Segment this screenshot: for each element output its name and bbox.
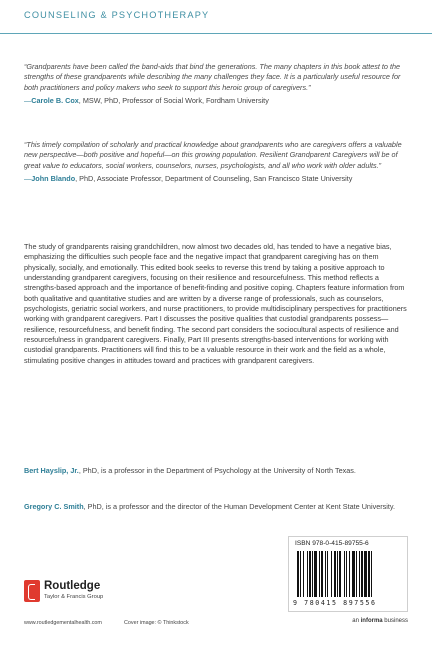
barcode-bar	[297, 551, 299, 597]
header-divider	[0, 33, 432, 34]
barcode-bar	[356, 551, 357, 597]
barcode-bar	[359, 551, 360, 597]
barcode-bar	[331, 551, 332, 597]
barcode	[295, 551, 403, 599]
isbn-barcode-box	[288, 536, 408, 612]
endorser-affiliation: , PhD, Associate Professor, Department of Counseling, San Francisco State University	[75, 173, 353, 183]
informa-business-tag	[352, 618, 408, 624]
barcode-bar	[303, 551, 304, 597]
barcode-digits: 9 780415 897556	[293, 599, 377, 607]
endorsement-1	[24, 62, 410, 106]
barcode-bar	[361, 551, 363, 597]
barcode-bar	[346, 551, 347, 597]
isbn-label: ISBN 978-0-415-89755-6	[295, 540, 369, 547]
barcode-bar	[314, 551, 317, 597]
barcode-bar	[325, 551, 326, 597]
business-suffix: business	[382, 618, 408, 624]
author-bio-text: , PhD, is a professor and the director of the Human Development Center at Kent State University.	[83, 502, 395, 511]
author-bio-text: , PhD, is a professor in the Department of Psychology at the University of North Texas.	[78, 466, 356, 475]
barcode-bar	[319, 551, 320, 597]
barcode-bar	[339, 551, 341, 597]
barcode-bar	[334, 551, 336, 597]
endorsement-attribution	[24, 96, 410, 106]
author-bio-2	[24, 502, 410, 512]
publisher-website[interactable]: www.routledgementalhealth.com	[24, 620, 102, 626]
barcode-bar	[371, 551, 372, 597]
barcode-bar	[368, 551, 370, 597]
routledge-logo-icon	[24, 580, 40, 602]
publisher-group: Taylor & Francis Group	[44, 594, 104, 600]
publisher-name: Routledge	[44, 580, 101, 592]
author-name: Gregory C. Smith	[24, 502, 84, 511]
endorsement-quote: “Grandparents have been called the band-aids that bind the generations. The many chapters in this book attest to the strengths of these grandparents while describing the many challenges they face. It is a particularly useful resource for both practitioners and policy makers who seek to support this heroic group of caregivers.”	[24, 62, 401, 92]
endorser-name: John Blando	[31, 173, 76, 183]
author-name: Bert Hayslip, Jr.	[24, 466, 79, 475]
barcode-bar	[344, 551, 345, 597]
informa-brand: informa	[360, 618, 383, 624]
barcode-bar	[349, 551, 350, 597]
barcode-bar	[321, 551, 323, 597]
attribution-dash: —	[24, 95, 32, 105]
attribution-dash: —	[24, 173, 32, 183]
endorsement-attribution	[24, 174, 410, 184]
series-label: COUNSELING & PSYCHOTHERAPY	[24, 10, 210, 20]
business-prefix: an	[352, 618, 361, 624]
endorsement-2	[24, 140, 410, 184]
barcode-bar	[337, 551, 338, 597]
barcode-bar	[352, 551, 355, 597]
barcode-bar	[300, 551, 301, 597]
barcode-bar	[327, 551, 328, 597]
barcode-bar	[309, 551, 311, 597]
endorsement-quote: “This timely compilation of scholarly and practical knowledge about grandparents who are caregivers offers a valuable new perspective—both positive and hopeful—on this growing population. Resilient Grandparent Caregivers will be of great value to educators, social workers, counselors, nurses, psychologists, and all who work with older adults.”	[24, 140, 402, 170]
endorser-affiliation: , MSW, PhD, Professor of Social Work, Fordham University	[78, 95, 269, 105]
book-description: The study of grandparents raising grandchildren, now almost two decades old, has tended to have a negative bias, emphasizing the difficulties such people face and the negative impact that grandparent caregiving has on them physically, socially, and emotionally. This edited book seeks to reverse this trend by taking a positive approach to understanding grandparent caregivers, focusing on their resilience and resourcefulness. This method reflects a strengths-based approach and the importance of benefit-finding and positive coping. Chapters feature information from both qualitative and quantitative studies and are written by a diverse range of professionals, such as counselors, psychologists, geriatric social workers, and nurse practitioners, to provide multidisciplinary perspectives for practitioners working with grandparent caregivers. Part I discusses the positive qualities that custodial grandparents possess—resilience, resourcefulness, and benefit finding. The second part considers the sociocultural aspects of resilience and resourcefulness in grandparent caregivers. Finally, Part III presents strengths-based interventions for working with custodial grandparents. Practitioners will find this to be a valuable resource in their work and the field as a whole, stimulating positive changes in attitudes toward and practices with grandparent caregivers.	[24, 242, 407, 365]
author-bio-1	[24, 466, 410, 476]
barcode-bar	[364, 551, 367, 597]
barcode-bar	[312, 551, 313, 597]
cover-credit: Cover image: © Thinkstock	[124, 620, 189, 626]
barcode-bar	[307, 551, 308, 597]
publisher-logo	[24, 580, 144, 610]
endorser-name: Carole B. Cox	[31, 95, 79, 105]
